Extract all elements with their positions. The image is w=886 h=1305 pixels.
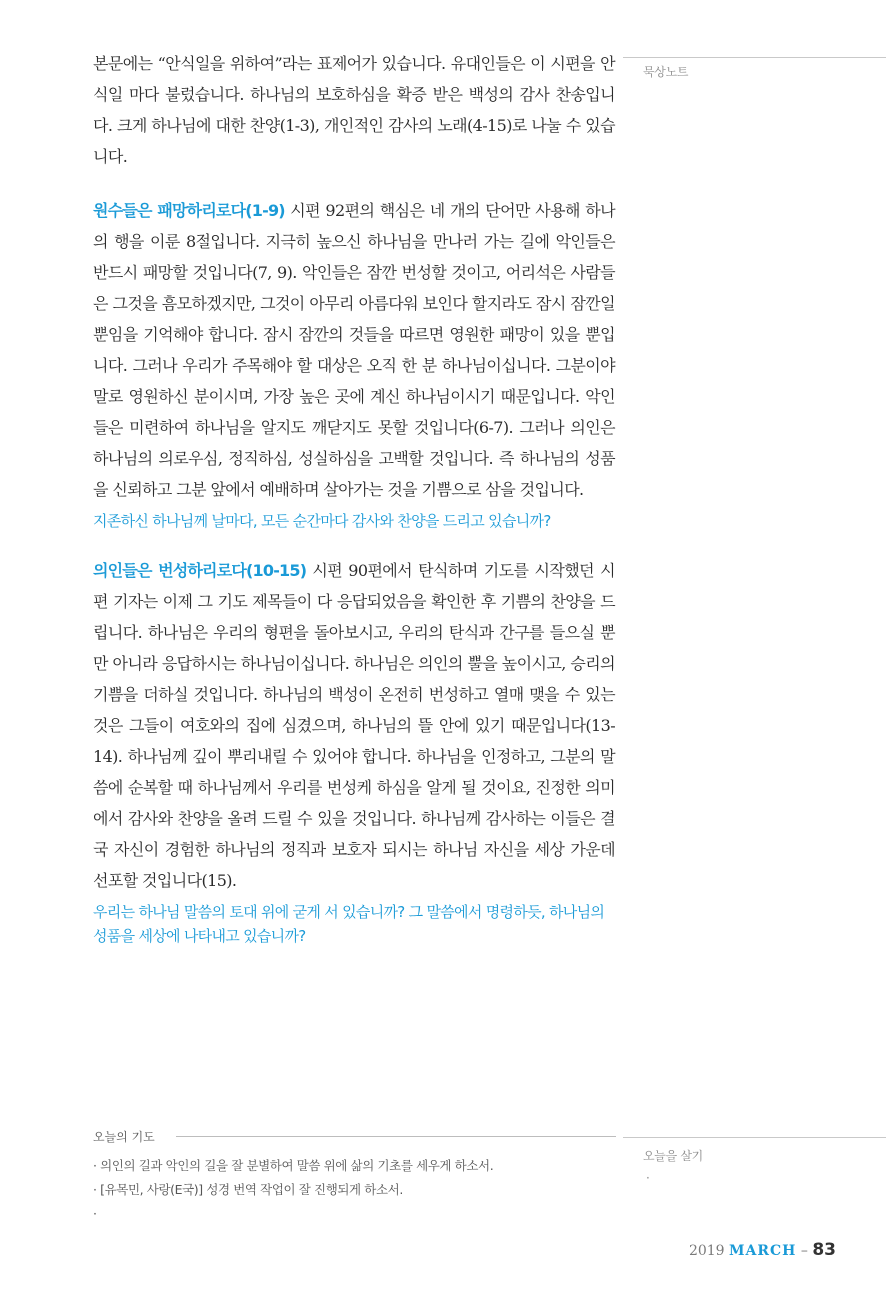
footer-year: 2019	[688, 1243, 725, 1259]
footer-month: MARCH	[729, 1243, 797, 1259]
intro-paragraph: 본문에는 “안식일을 위하여”라는 표제어가 있습니다. 유대인들은 이 시편을 안식일 마다 불렀습니다. 하나님의 보호하심을 확증 받은 백성의 감사 찬송입니다. 크게 하나님에 대한 찬양(1-3), 개인적인 감사의 노래(4-15)로 나눌 수 있습니다.	[93, 54, 615, 166]
section-1-body: 시편 92편의 핵심은 네 개의 단어만 사용해 하나의 행을 이룬 8절입니다. 지극히 높으신 하나님을 만나러 가는 길에 악인들은 반드시 패망할 것입니다(7, 9). 악인들은 잠깐 번성할 것이고, 어리석은 사람들은 그것을 흠모하겠지만, 그것이 아무리 아름다워 보인다 할지라도 잠시 잠깐일 뿐임을 기억해야 합니다. 잠시 잠깐의 것들을 따르면 영원한 패망이 있을 뿐입니다. 그러나 우리가 주목해야 할 대상은 오직 한 분 하나님이십니다. 그분이야 말로 영원하신 분이시며, 가장 높은 곳에 계신 하나님이시기 때문입니다. 악인들은 미련하여 하나님을 알지도 깨닫지도 못할 것입니다(6-7). 그러나 의인은 하나님의 의로우심, 정직하심, 성실하심을 고백할 것입니다. 즉 하나님의 성품을 신뢰하고 그분 앞에서 예배하며 살아가는 것을 기쁨으로 삼을 것입니다.	[93, 201, 615, 499]
prayer-item: · 의인의 길과 악인의 길을 잘 분별하여 말씀 위에 삶의 기초를 세우게 하소서.	[93, 1158, 494, 1173]
section-1-question: 지존하신 하나님께 날마다, 모든 순간마다 감사와 찬양을 드리고 있습니까?	[93, 512, 551, 530]
section-2-heading: 의인들은 번성하리로다(10-15)	[93, 561, 307, 580]
prayer-rule	[176, 1136, 616, 1137]
section-2-body: 시편 90편에서 탄식하며 기도를 시작했던 시편 기자는 이제 그 기도 제목들이 다 응답되었음을 확인한 후 기쁨의 찬양을 드립니다. 하나님은 우리의 형편을 돌아보시고, 우리의 탄식과 간구를 들으실 뿐만 아니라 응답하시는 하나님이십니다. 하나님은 의인의 뿔을 높이시고, 승리의 기쁨을 더하실 것입니다. 하나님의 백성이 온전히 번성하고 열매 맺을 수 있는 것은 그들이 여호와의 집에 심겼으며, 하나님의 뜰 안에 있기 때문입니다(13-14). 하나님께 깊이 뿌리내릴 수 있어야 합니다. 하나님을 인정하고, 그분의 말씀에 순복할 때 하나님께서 우리를 번성케 하심을 알게 될 것이요, 진정한 의미에서 감사와 찬양을 올려 드릴 수 있을 것입니다. 하나님께 감사하는 이들은 결국 자신이 경험한 하나님의 정직과 보호자 되시는 하나님 자신을 세상 가운데 선포할 것입니다(15).	[93, 561, 615, 890]
living-today-dot: ·	[646, 1171, 650, 1185]
page-number: 83	[812, 1240, 836, 1260]
section-1-heading: 원수들은 패망하리로다(1-9)	[93, 201, 285, 220]
meditation-note-rule	[623, 57, 886, 58]
living-today-label: 오늘을 살기	[643, 1149, 703, 1163]
page-footer	[689, 1240, 836, 1260]
prayer-item: · [유목민, 사랑(E국)] 성경 번역 작업이 잘 진행되게 하소서.	[93, 1182, 403, 1197]
meditation-note-label: 묵상노트	[643, 65, 689, 79]
section-2-paragraph	[93, 555, 615, 896]
prayer-item: ·	[93, 1206, 97, 1221]
section-2-question: 우리는 하나님 말씀의 토대 위에 굳게 서 있습니까? 그 말씀에서 명령하듯, 하나님의 성품을 세상에 나타내고 있습니까?	[93, 903, 605, 945]
living-today-rule	[623, 1137, 886, 1138]
footer-dash: –	[800, 1243, 808, 1259]
prayer-title: 오늘의 기도	[93, 1130, 155, 1144]
main-content	[93, 48, 615, 970]
prayer-list	[93, 1154, 613, 1226]
section-1-paragraph	[93, 195, 615, 505]
